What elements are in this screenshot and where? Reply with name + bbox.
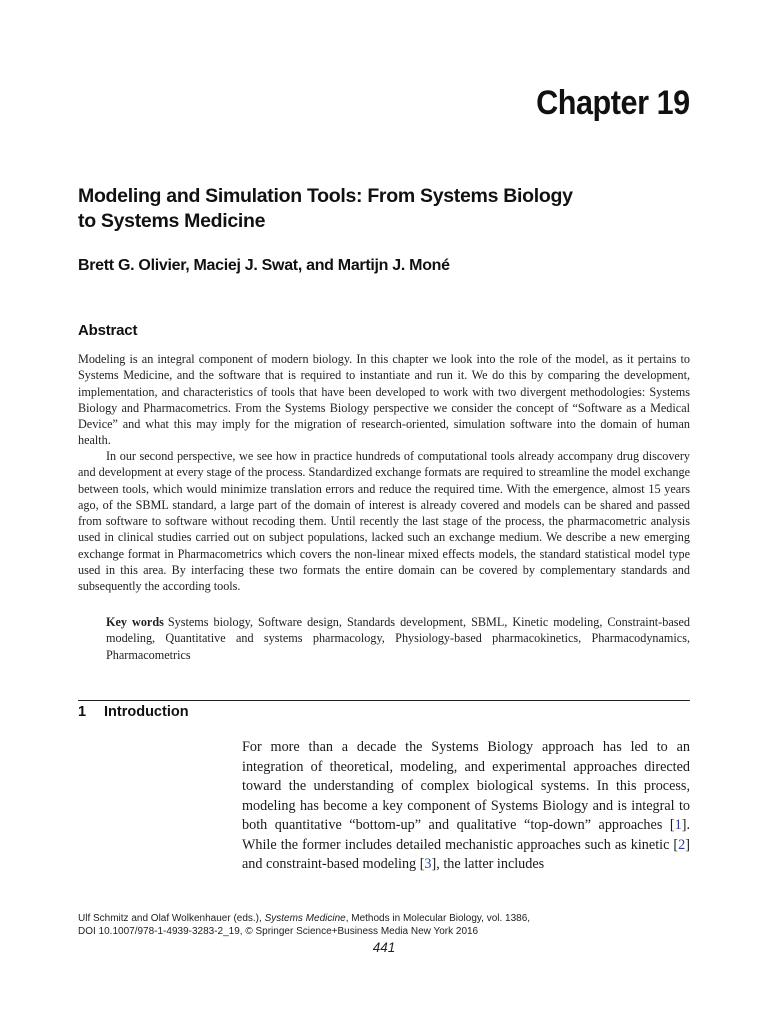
abstract-heading: Abstract [78, 322, 138, 339]
chapter-title-line-2: to Systems Medicine [78, 210, 266, 232]
intro-text-1: For more than a decade the Systems Biology approach has led to an integration of theoretical, modeling, and experimental approaches directed toward the understanding of complex biological systems. In this process, modeling has become a key component of Systems Biology and is integral to both quantitative “bottom-up” and qualitative “top-down” approaches [ [242, 739, 690, 833]
keywords-label: Key words [106, 615, 164, 629]
intro-text-2: ]. While the former includes detailed mechanistic approaches such as kinetic [ [242, 817, 690, 853]
chapter-label: Chapter 19 [536, 84, 690, 122]
section-heading [78, 704, 189, 720]
abstract-paragraph-2: In our second perspective, we see how in practice hundreds of computational tools already accompany drug discovery and development at every stage of the process. Standardized exchange formats are required to streamline the model exchange between tools, which would minimize translation errors and reduce the required time. With the emergence, almost 15 years ago, of the SBML standard, a large part of the domain of interest is already covered and models can be shared and passed from software to software without recoding them. Until recently the last stage of the process, the pharmacometric analysis used in clinical studies carried out on subject populations, lacked such an exchange medium. We describe a new emerging exchange format in Pharmacometrics which covers the non-linear mixed effects models, the standard statistical model type used in this area. By interfacing these two formats the entire domain can be covered by complementary standards and subsequently the according tools. [78, 449, 690, 594]
section-title: Introduction [104, 704, 189, 720]
author-list: Brett G. Olivier, Maciej J. Swat, and Martijn J. Moné [78, 257, 450, 274]
chapter-title-line-1: Modeling and Simulation Tools: From Systems Biology [78, 185, 573, 207]
citation-link-2[interactable]: 2 [678, 836, 686, 853]
intro-text-3: ] and constraint-based modeling [ [242, 836, 690, 872]
footer-book-title: Systems Medicine [264, 913, 346, 924]
section-divider [78, 700, 690, 701]
keywords-block [106, 614, 690, 663]
citation-link-1[interactable]: 1 [674, 817, 682, 833]
section-number: 1 [78, 704, 87, 720]
footer-doi-line: DOI 10.1007/978-1-4939-3283-2_19, © Springer Science+Business Media New York 2016 [78, 926, 479, 937]
chapter-title [78, 184, 698, 234]
intro-text-4: ], the latter includes [431, 856, 545, 872]
citation-footer [78, 912, 698, 938]
citation-link-3[interactable]: 3 [424, 856, 432, 872]
page-number: 441 [372, 940, 396, 955]
footer-series: , Methods in Molecular Biology, vol. 1386, [345, 913, 531, 924]
abstract-paragraph-1: Modeling is an integral component of modern biology. In this chapter we look into the role of the model, as it pertains to Systems Medicine, and the software that is required to instantiate and run it. We do this by comparing the development, implementation, and characteristics of tools that have been developed to work with two divergent methodologies: Systems Biology and Pharmacometrics. From the Systems Biology perspective we consider the concept of “Software as a Medical Device” and what this may imply for the migration of research-oriented, simulation software into the domain of human health. [78, 352, 690, 448]
intro-paragraph [242, 738, 690, 875]
keywords-text: Systems biology, Software design, Standards development, SBML, Kinetic modeling, Constraint-based modeling, Quantitative and systems pharmacology, Physiology-based pharmacokinetics, Pharmacodynamics, Pharmacometrics [106, 615, 690, 662]
footer-line-1 [78, 912, 698, 925]
footer-editors: Ulf Schmitz and Olaf Wolkenhauer (eds.), [78, 913, 265, 924]
